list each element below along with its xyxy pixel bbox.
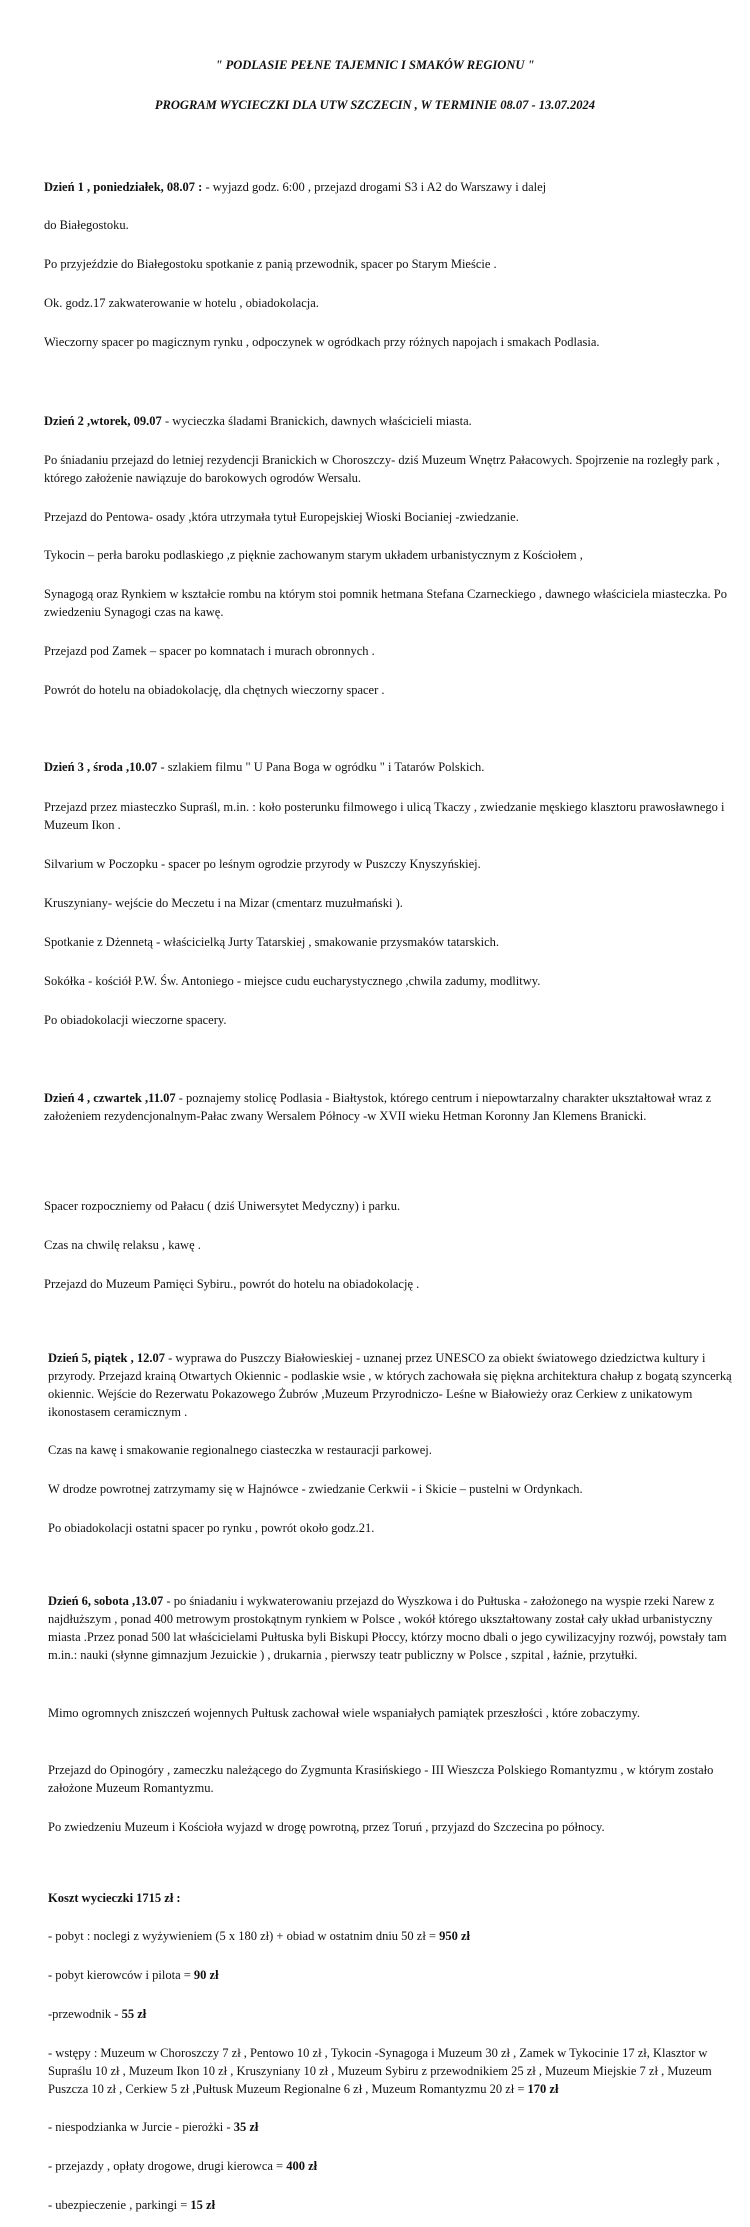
- day5-paragraph: Po obiadokolacji ostatni spacer po rynku , powrót około godz.21.: [48, 1521, 375, 1535]
- cost-heading: Koszt wycieczki 1715 zł :: [48, 1891, 181, 1905]
- cost-item-amount: 55 zł: [121, 2007, 147, 2021]
- day1-paragraph: Po przyjeździe do Białegostoku spotkanie z panią przewodnik, spacer po Starym Mieście .: [44, 257, 497, 271]
- day6-paragraph: Mimo ogromnych zniszczeń wojennych Pułtusk zachował wiele wspaniałych pamiątek przeszłości , które zobaczymy.: [48, 1706, 641, 1720]
- cost-item: [48, 2118, 748, 2136]
- day2-intro: [44, 412, 744, 430]
- cost-item-amount: 90 zł: [193, 1968, 219, 1982]
- cost-item: [48, 2196, 748, 2214]
- day2-paragraph: Synagogą oraz Rynkiem w kształcie rombu na którym stoi pomnik hetmana Stefana Czarneckiego , dawnego właściciela miasteczka. Po zwiedzeniu Synagogi czas na kawę.: [44, 587, 727, 619]
- day4-text: - poznajemy stolicę Podlasia - Białtystok, którego centrum i niepowtarzalny charakter ukształtował wraz z założeniem rezydencjonalnym-Pałac zwany Wersalem Północy -w XVII wieku Hetman Koronny Jan Klemens Branicki.: [44, 1091, 712, 1123]
- cost-item-text: - niespodzianka w Jurcie - pierożki -: [48, 2120, 234, 2134]
- cost-item-amount: 35 zł: [233, 2120, 259, 2134]
- day1-paragraph: Wieczorny spacer po magicznym rynku , odpoczynek w ogródkach przy różnych napojach i smakach Podlasia.: [44, 335, 600, 349]
- cost-item-text: - pobyt : noclegi z wyżywieniem (5 x 180 zł) + obiad w ostatnim dniu 50 zł =: [48, 1929, 440, 1943]
- day6-heading: Dzień 6, sobota ,13.07: [48, 1594, 164, 1608]
- day2-paragraph: Po śniadaniu przejazd do letniej rezydencji Branickich w Choroszczy- dziś Muzeum Wnętrz Pałacowych. Spojrzenie na rozległy park , którego założenie nawiązuje do barokowych ogrodów Wersalu.: [44, 453, 720, 485]
- day3-text: - szlakiem filmu " U Pana Boga w ogródku " i Tatarów Polskich.: [157, 760, 485, 774]
- day1-intro: [44, 178, 744, 196]
- day4-heading: Dzień 4 , czwartek ,11.07: [44, 1091, 176, 1105]
- cost-item-amount: 950 zł: [439, 1929, 471, 1943]
- cost-item: [48, 1927, 748, 1945]
- cost-item: [48, 2044, 748, 2098]
- day1-heading: Dzień 1 , poniedziałek, 08.07 :: [44, 180, 203, 194]
- cost-item: [48, 2157, 748, 2175]
- day5-text: - wyprawa do Puszczy Białowieskiej - uznanej przez UNESCO za obiekt światowego dziedzictwa kultury i przyrody. Przejazd krainą Otwartych Okiennic - podlaskie wsie , w których zachowała się piękna architektura chałup z bogatą szyncerką okiennic. Wejście do Rezerwatu Pokazowego Żubrów ,Muzeum Przyrodniczo- Leśne w Białowieży oraz Cerkiew z unikatowym ikonostasem ceramicznym .: [48, 1351, 732, 1419]
- cost-item-amount: 170 zł: [527, 2082, 559, 2096]
- cost-item-amount: 15 zł: [190, 2198, 216, 2212]
- day5-paragraph: Czas na kawę i smakowanie regionalnego ciasteczka w restauracji parkowej.: [48, 1443, 432, 1457]
- day3-paragraph: Sokółka - kościół P.W. Św. Antoniego - miejsce cudu eucharystycznego ,chwila zadumy, modlitwy.: [44, 974, 541, 988]
- program-title: PROGRAM WYCIECZKI DLA UTW SZCZECIN , W TERMINIE 08.07 - 13.07.2024: [154, 98, 596, 112]
- day4-paragraph: Przejazd do Muzeum Pamięci Sybiru., powrót do hotelu na obiadokolację .: [44, 1277, 420, 1291]
- day2-paragraph: Przejazd do Pentowa- osady ,która utrzymała tytuł Europejskiej Wioski Bocianiej -zwiedzanie.: [44, 510, 519, 524]
- day2-paragraph: Powrót do hotelu na obiadokolację, dla chętnych wieczorny spacer .: [44, 683, 385, 697]
- cost-item-amount: 400 zł: [286, 2159, 318, 2173]
- day6-text: - po śniadaniu i wykwaterowaniu przejazd do Wyszkowa i do Pułtuska - założonego na wyspie rzeki Narew z najdłuższym , ponad 400 metrowym prostokątnym rynkiem w Polsce , wokół którego ukształtowany został cały układ urbanistyczny miasta .Przez ponad 500 lat właścicielami Pułtuska byli Biskupi Płoccy, którzy mocno dbali o jego cywilizacyjny rozwój, powstały tam m.in.: nauki (słynne gimnazjum Jezuickie ) , drukarnia , pierwszy teatr publiczny w Polsce , szpital , łaźnie, przytułki.: [48, 1594, 727, 1662]
- day2-paragraph: Przejazd pod Zamek – spacer po komnatach i murach obronnych .: [44, 644, 375, 658]
- cost-item-text: -przewodnik -: [48, 2007, 122, 2021]
- day3-paragraph: Po obiadokolacji wieczorne spacery.: [44, 1013, 227, 1027]
- cost-item-text: - wstępy : Muzeum w Choroszczy 7 zł , Pentowo 10 zł , Tykocin -Synagoga i Muzeum 30 zł , Zamek w Tykocinie 17 zł, Klasztor w Supraślu 10 zł , Muzeum Ikon 10 zł , Kruszyniany 10 zł , Muzeum Sybiru z przewodnikiem 25 zł , Muzeum Miejskie 7 zł , Muzeum Puszcza 10 zł , Cerkiew 5 zł ,Pułtusk Muzeum Regionalne 6 zł , Muzeum Romantyzmu 20 zł =: [48, 2046, 712, 2096]
- day4-paragraph: Czas na chwilę relaksu , kawę .: [44, 1238, 201, 1252]
- cost-item: [48, 2005, 748, 2023]
- document-title: " PODLASIE PEŁNE TAJEMNIC I SMAKÓW REGIONU ": [215, 58, 535, 72]
- day5-intro: [48, 1349, 748, 1421]
- day6-paragraph: Przejazd do Opinogóry , zameczku należącego do Zygmunta Krasińskiego - III Wieszcza Polskiego Romantyzmu , w którym zostało założone Muzeum Romantyzmu.: [48, 1763, 714, 1795]
- day2-text: - wycieczka śladami Branickich, dawnych właścicieli miasta.: [161, 414, 472, 428]
- day3-heading: Dzień 3 , środa ,10.07: [44, 760, 158, 774]
- day1-paragraph: do Białegostoku.: [44, 218, 129, 232]
- day1-paragraph: Ok. godz.17 zakwaterowanie w hotelu , obiadokolacja.: [44, 296, 319, 310]
- day5-heading: Dzień 5, piątek , 12.07: [48, 1351, 166, 1365]
- cost-item-text: - ubezpieczenie , parkingi =: [48, 2198, 191, 2212]
- day5-paragraph: W drodze powrotnej zatrzymamy się w Hajnówce - zwiedzanie Cerkwii - i Skicie – pustelni w Ordynkach.: [48, 1482, 583, 1496]
- cost-item-text: - przejazdy , opłaty drogowe, drugi kierowca =: [48, 2159, 287, 2173]
- day6-intro: [48, 1592, 748, 1664]
- day6-paragraph: Po zwiedzeniu Muzeum i Kościoła wyjazd w drogę powrotną, przez Toruń , przyjazd do Szczecina po północy.: [48, 1820, 605, 1834]
- day3-paragraph: Kruszyniany- wejście do Meczetu i na Mizar (cmentarz muzułmański ).: [44, 896, 403, 910]
- day3-intro: [44, 758, 744, 776]
- day3-paragraph: Spotkanie z Dżennetą - właścicielką Jurty Tatarskiej , smakowanie przysmaków tatarskich.: [44, 935, 499, 949]
- day2-paragraph: Tykocin – perła baroku podlaskiego ,z pięknie zachowanym starym układem urbanistycznym z Kościołem ,: [44, 548, 583, 562]
- day1-text: - wyjazd godz. 6:00 , przejazd drogami S3 i A2 do Warszawy i dalej: [202, 180, 547, 194]
- day4-intro: [44, 1089, 744, 1125]
- day3-paragraph: Przejazd przez miasteczko Supraśl, m.in. : koło posterunku filmowego i ulicą Tkaczy , zwiedzanie męskiego klasztoru prawosławnego i Muzeum Ikon .: [44, 800, 725, 832]
- day2-heading: Dzień 2 ,wtorek, 09.07: [44, 414, 162, 428]
- day3-paragraph: Silvarium w Poczopku - spacer po leśnym ogrodzie przyrody w Puszczy Knyszyńskiej.: [44, 857, 481, 871]
- cost-item-text: - pobyt kierowców i pilota =: [48, 1968, 194, 1982]
- cost-item: [48, 1966, 748, 1984]
- day4-paragraph: Spacer rozpoczniemy od Pałacu ( dziś Uniwersytet Medyczny) i parku.: [44, 1199, 401, 1213]
